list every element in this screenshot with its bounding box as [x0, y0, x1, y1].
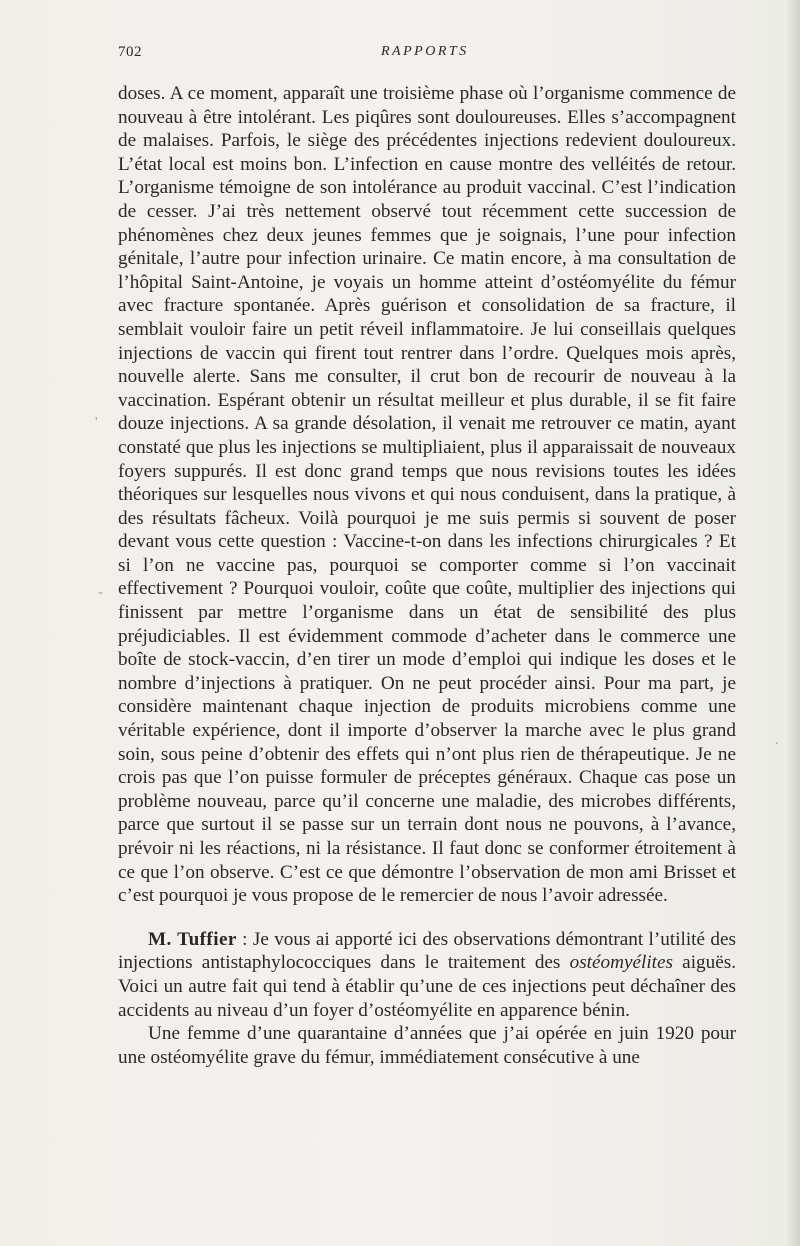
page-header	[118, 44, 738, 66]
margin-mark: .	[775, 733, 779, 748]
page-edge-shadow	[786, 0, 800, 1246]
paragraph-case: Une femme d’une quarantaine d’années que j’ai opérée en juin 1920 pour une ostéomyélite grave du fémur, immédiatement consécutive à une	[118, 1023, 736, 1068]
italic-term: ostéomyélites	[569, 952, 673, 974]
paragraph-tuffier	[118, 928, 736, 1022]
paragraph-tuffier-text-b: aiguës. Voici un autre fait qui tend à établir qu’une de ces injections peut déchaîner des accidents au niveau d’un foyer d’ostéomyélite en apparence bénin.	[118, 952, 736, 1021]
paragraph-tuffier-text-a: : Je vous ai apporté ici des observations démontrant l’utilité des injections antistaphylococciques dans le traitement des	[118, 928, 736, 974]
margin-mark: '	[95, 415, 98, 430]
margin-mark: -	[98, 585, 103, 600]
speaker-name: M. Tuffier	[148, 928, 237, 950]
page-number: 702	[118, 44, 142, 60]
paragraph-continuation: doses. A ce moment, apparaît une troisième phase où l’organisme commence de nouveau à être intolérant. Les piqûres sont douloureuses. Elles s’accompagnent de malaises. Parfois, le siège des précédentes injections redevient douloureux. L’état local est moins bon. L’infection en cause montre des velléités de retour. L’organisme témoigne de son intolérance au produit vaccinal. C’est l’indication de cesser. J’ai très nettement observé tout récemment cette succession de phénomènes chez deux jeunes femmes que je soignais, l’une pour infection génitale, l’autre pour infection urinaire. Ce matin encore, à ma consultation de l’hôpital Saint-Antoine, je voyais un homme atteint d’ostéomyélite du fémur avec fracture spontanée. Après guérison et consolidation de sa fracture, il semblait vouloir faire un petit réveil inflammatoire. Je lui conseillais quelques injections de vaccin qui firent tout rentrer dans l’ordre. Quelques mois après, nouvelle alerte. Sans me consulter, il crut bon de recourir de nouveau à la vaccination. Espérant obtenir un résultat meilleur et plus durable, il se fit faire douze injections. A sa grande désolation, il venait me retrouver ce matin, ayant constaté que plus les injections se multipliaient, plus il apparaissait de nouveaux foyers suppurés. Il est donc grand temps que nous revisions toutes les idées théoriques sur lesquelles nous vivons et qui nous conduisent, dans la pratique, à des résultats fâcheux. Voilà pourquoi je me suis permis si souvent de poser devant vous cette question : Vaccine-t-on dans les infections chirurgicales ? Et si l’on ne vaccine pas, pourquoi se comporter comme si l’on vaccinait effectivement ? Pourquoi vouloir, coûte que coûte, multiplier des injections qui finissent par mettre l’organisme dans un état de sensibilité des plus préjudiciables. Il est évidemment commode d’acheter dans le commerce une boîte de stock-vaccin, d’en tirer un mode d’emploi qui indique les doses et le nombre d’injections à pratiquer. On ne peut procéder ainsi. Pour ma part, je considère maintenant chaque injection de produits microbiens comme une véritable expérience, dont il importe d’observer la marche avec le plus grand soin, sous peine d’obtenir des effets qui n’ont plus rien de thérapeutique. Je ne crois pas que l’on puisse formuler de préceptes généraux. Chaque cas pose un problème nouveau, parce qu’il concerne une maladie, des microbes différents, parce que surtout il se passe sur un terrain dont nous ne pouvons, à l’avance, prévoir ni les réactions, ni la résistance. Il faut donc se conformer étroitement à ce que l’on observe. C’est ce que démontre l’observation de mon ami Brisset et c’est pourquoi je vous propose de le remercier de nous l’avoir adressée.	[118, 83, 736, 907]
body-text	[118, 82, 736, 1069]
running-title: RAPPORTS	[381, 44, 469, 59]
paragraph-spacer	[118, 908, 736, 928]
